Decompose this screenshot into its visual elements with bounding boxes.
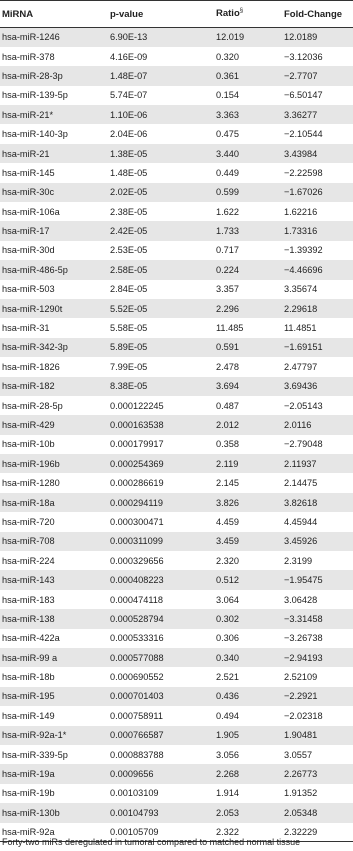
fold-change-cell: −2.02318 — [284, 710, 323, 721]
ratio-cell: 3.440 — [216, 148, 239, 159]
header-row — [0, 1, 353, 28]
mirna-cell: hsa-miR-19b — [2, 788, 55, 799]
fold-change-cell: 3.43984 — [284, 148, 318, 159]
mirna-cell: hsa-miR-10b — [2, 439, 55, 450]
mirna-cell: hsa-miR-503 — [2, 284, 55, 295]
table-row — [0, 66, 353, 85]
fold-change-cell: 2.3199 — [284, 555, 313, 566]
fold-change-cell: 2.05348 — [284, 807, 318, 818]
ratio-cell: 3.459 — [216, 536, 239, 547]
mirna-cell: hsa-miR-224 — [2, 555, 55, 566]
fold-change-cell: 3.82618 — [284, 497, 318, 508]
mirna-cell: hsa-miR-30c — [2, 187, 55, 198]
table-header — [0, 1, 353, 28]
ratio-cell: 0.361 — [216, 70, 239, 81]
table-row — [0, 726, 353, 745]
mirna-cell: hsa-miR-19a — [2, 769, 55, 780]
table-row — [0, 105, 353, 124]
ratio-cell: 0.591 — [216, 342, 239, 353]
fold-change-cell: −2.7707 — [284, 70, 318, 81]
fold-change-cell: −3.26738 — [284, 633, 323, 644]
ratio-cell: 3.826 — [216, 497, 239, 508]
table-row — [0, 706, 353, 725]
table-row — [0, 86, 353, 105]
ratio-cell: 0.320 — [216, 51, 239, 62]
pvalue-cell: 0.000883788 — [110, 749, 164, 760]
table-body — [0, 28, 353, 842]
table-row — [0, 318, 353, 337]
fold-change-cell: −1.67026 — [284, 187, 323, 198]
table-row — [0, 202, 353, 221]
pvalue-cell: 2.04E-06 — [110, 129, 148, 140]
fold-change-cell: 1.91352 — [284, 788, 318, 799]
pvalue-cell: 0.000701403 — [110, 691, 164, 702]
table-row — [0, 512, 353, 531]
fold-change-cell: 3.35674 — [284, 284, 318, 295]
mirna-cell: hsa-miR-139-5p — [2, 90, 68, 101]
pvalue-cell: 2.42E-05 — [110, 226, 148, 237]
mirna-cell: hsa-miR-339-5p — [2, 749, 68, 760]
mirna-cell: hsa-miR-1246 — [2, 32, 60, 43]
fold-change-cell: −1.39392 — [284, 245, 323, 256]
pvalue-cell: 0.000758911 — [110, 710, 163, 721]
pvalue-cell: 0.000179917 — [110, 439, 164, 450]
fold-change-cell: 3.0557 — [284, 749, 313, 760]
table-row — [0, 493, 353, 512]
table-row — [0, 532, 353, 551]
table-row — [0, 338, 353, 357]
mirna-cell: hsa-miR-99 a — [2, 652, 58, 663]
ratio-cell: 1.733 — [216, 226, 239, 237]
pvalue-cell: 0.000286619 — [110, 478, 164, 489]
table-row — [0, 629, 353, 648]
mirna-cell: hsa-miR-378 — [2, 51, 55, 62]
table-row — [0, 551, 353, 570]
mirna-cell: hsa-miR-1280 — [2, 478, 60, 489]
table-row — [0, 221, 353, 240]
table-row — [0, 241, 353, 260]
fold-change-cell: −2.05143 — [284, 400, 323, 411]
mirna-cell: hsa-miR-18b — [2, 672, 55, 683]
pvalue-cell: 5.58E-05 — [110, 323, 148, 334]
mirna-cell: hsa-miR-429 — [2, 420, 55, 430]
table-row — [0, 784, 353, 803]
mirna-cell: hsa-miR-149 — [2, 710, 55, 721]
ratio-cell: 0.487 — [216, 400, 239, 411]
table-row — [0, 183, 353, 202]
ratio-cell: 0.449 — [216, 167, 239, 178]
table-row — [0, 570, 353, 589]
pvalue-cell: 7.99E-05 — [110, 361, 148, 372]
fold-change-cell: 3.69436 — [284, 381, 318, 392]
table-row — [0, 280, 353, 299]
pvalue-cell: 1.10E-06 — [110, 109, 148, 120]
table-row — [0, 454, 353, 473]
ratio-cell: 0.340 — [216, 652, 239, 663]
pvalue-cell: 0.000533316 — [110, 633, 164, 644]
ratio-cell: 1.914 — [216, 788, 239, 799]
pvalue-cell: 0.00103109 — [110, 788, 159, 799]
fold-change-cell: 2.11937 — [284, 458, 317, 469]
ratio-cell: 0.302 — [216, 613, 239, 624]
pvalue-cell: 6.90E-13 — [110, 32, 148, 43]
table-row — [0, 745, 353, 764]
ratio-cell: 0.154 — [216, 90, 239, 101]
pvalue-cell: 5.52E-05 — [110, 303, 148, 314]
ratio-cell: 2.145 — [216, 478, 239, 489]
fold-change-cell: −1.69151 — [284, 342, 323, 353]
fold-change-cell: 3.06428 — [284, 594, 318, 605]
pvalue-cell: 0.00105709 — [108, 823, 214, 842]
ratio-cell: 12.019 — [216, 32, 245, 43]
table-row — [0, 435, 353, 454]
mirna-cell: hsa-miR-486-5p — [2, 264, 68, 275]
mirna-cell: hsa-miR-18a — [2, 497, 55, 508]
fold-change-cell: −2.79048 — [284, 439, 323, 450]
pvalue-cell: 0.000254369 — [110, 458, 164, 469]
ratio-cell: 3.056 — [216, 749, 239, 760]
fold-change-cell: −2.94193 — [284, 652, 323, 663]
mirna-cell: hsa-miR-138 — [2, 613, 55, 624]
pvalue-cell: 0.000311099 — [110, 536, 163, 547]
mirna-cell: hsa-miR-92a — [0, 823, 108, 842]
ratio-cell: 2.012 — [216, 420, 239, 430]
mirna-cell: hsa-miR-28-3p — [2, 70, 63, 81]
ratio-cell: 0.717 — [216, 245, 239, 256]
fold-change-cell: −2.10544 — [284, 129, 323, 140]
fold-change-cell: −2.2921 — [284, 691, 318, 702]
pvalue-cell: 0.000474118 — [110, 594, 163, 605]
pvalue-cell: 0.000329656 — [110, 555, 164, 566]
table-row — [0, 609, 353, 628]
fold-change-cell: 1.73316 — [284, 226, 318, 237]
pvalue-cell: 5.89E-05 — [110, 342, 148, 353]
ratio-cell: 0.358 — [216, 439, 239, 450]
ratio-cell: 3.357 — [216, 284, 239, 295]
table-row — [0, 667, 353, 686]
ratio-cell: 0.599 — [216, 187, 239, 198]
header-ratio-label: Ratio — [216, 8, 240, 20]
table-row — [0, 648, 353, 667]
ratio-cell: 3.064 — [216, 594, 239, 605]
mirna-cell: hsa-miR-145 — [2, 167, 55, 178]
ratio-cell: 1.622 — [216, 206, 239, 217]
fold-change-cell: 2.32229 — [282, 823, 353, 842]
pvalue-cell: 2.53E-05 — [110, 245, 148, 256]
ratio-cell: 0.224 — [216, 264, 239, 275]
mirna-cell: hsa-miR-21 — [2, 148, 50, 159]
ratio-cell: 2.053 — [216, 807, 239, 818]
fold-change-cell: 2.14475 — [284, 478, 318, 489]
pvalue-cell: 2.38E-05 — [110, 206, 148, 217]
pvalue-cell: 0.000577088 — [110, 652, 164, 663]
fold-change-cell: 1.90481 — [284, 730, 318, 741]
pvalue-cell: 0.000528794 — [110, 613, 164, 624]
ratio-cell: 0.494 — [216, 710, 239, 721]
mirna-cell: hsa-miR-92a-1* — [2, 730, 67, 741]
ratio-cell: 3.694 — [216, 381, 239, 392]
mirna-cell: hsa-miR-720 — [2, 516, 55, 527]
pvalue-cell: 5.74E-07 — [110, 90, 148, 101]
mirna-cell: hsa-miR-143 — [2, 575, 55, 586]
ratio-cell: 3.363 — [216, 109, 239, 120]
table-row — [0, 377, 353, 396]
mirna-cell: hsa-miR-17 — [2, 226, 50, 237]
table-footnote: Forty-two miRs deregulated in tumoral compared to matched normal tissue — [2, 837, 301, 847]
header-fold-change: Fold-Change — [282, 1, 353, 28]
mirna-cell: hsa-miR-140-3p — [2, 129, 68, 140]
mirna-cell: hsa-miR-708 — [2, 536, 55, 547]
table-row — [0, 260, 353, 279]
pvalue-cell: 1.38E-05 — [110, 148, 148, 159]
table-row — [0, 28, 353, 47]
mirna-cell: hsa-miR-30d — [2, 245, 55, 256]
header-mirna: MiRNA — [0, 1, 108, 28]
fold-change-cell: −4.46696 — [284, 264, 323, 275]
fold-change-cell: −3.31458 — [284, 613, 323, 624]
fold-change-cell: 11.4851 — [284, 323, 317, 334]
pvalue-cell: 0.000294119 — [110, 497, 163, 508]
mirna-cell: hsa-miR-342-3p — [2, 342, 68, 353]
mirna-cell: hsa-miR-106a — [2, 206, 60, 217]
table-row — [0, 415, 353, 434]
table-row — [0, 299, 353, 318]
pvalue-cell: 0.000122245 — [110, 400, 164, 411]
ratio-cell: 2.296 — [216, 303, 239, 314]
header-pvalue: p-value — [108, 1, 214, 28]
mirna-cell: hsa-miR-130b — [2, 807, 60, 818]
table-row — [0, 803, 353, 822]
fold-change-cell: 4.45944 — [284, 516, 318, 527]
pvalue-cell: 2.02E-05 — [110, 187, 148, 198]
pvalue-cell: 0.000766587 — [110, 730, 164, 741]
pvalue-cell: 0.000408223 — [110, 575, 164, 586]
mirna-cell: hsa-miR-196b — [2, 458, 60, 469]
fold-change-cell: −1.95475 — [284, 575, 323, 586]
table-row — [0, 764, 353, 783]
pvalue-cell: 2.58E-05 — [110, 264, 148, 275]
ratio-cell: 11.485 — [216, 323, 244, 334]
ratio-cell: 0.436 — [216, 691, 239, 702]
pvalue-cell: 1.48E-05 — [110, 167, 148, 178]
fold-change-cell: 3.45926 — [284, 536, 318, 547]
ratio-cell: 0.512 — [216, 575, 239, 586]
fold-change-cell: 2.52109 — [284, 672, 318, 683]
table-row — [0, 687, 353, 706]
pvalue-cell: 0.000690552 — [110, 672, 164, 683]
fold-change-cell: 12.0189 — [284, 32, 318, 43]
ratio-cell: 2.521 — [216, 672, 239, 683]
ratio-cell: 0.475 — [216, 129, 239, 140]
pvalue-cell: 0.00104793 — [110, 807, 159, 818]
ratio-cell: 2.322 — [214, 823, 282, 842]
ratio-cell: 1.905 — [216, 730, 239, 741]
header-ratio — [214, 1, 282, 28]
mirna-cell: hsa-miR-1290t — [2, 303, 63, 314]
fold-change-cell: 3.36277 — [284, 109, 318, 120]
mirna-cell: hsa-miR-1826 — [2, 361, 60, 372]
ratio-cell: 2.268 — [216, 769, 239, 780]
table-row — [0, 473, 353, 492]
mirna-cell: hsa-miR-21* — [2, 109, 54, 120]
fold-change-cell: 2.0116 — [284, 420, 312, 430]
mirna-cell: hsa-miR-195 — [2, 691, 55, 702]
fold-change-cell: 2.47797 — [284, 361, 318, 372]
pvalue-cell: 2.84E-05 — [110, 284, 148, 295]
fold-change-cell: 2.26773 — [284, 769, 318, 780]
mirna-cell: hsa-miR-183 — [2, 594, 55, 605]
table-row — [0, 47, 353, 66]
mirna-cell: hsa-miR-28-5p — [2, 400, 63, 411]
ratio-cell: 0.306 — [216, 633, 239, 644]
fold-change-cell: −6.50147 — [284, 90, 323, 101]
pvalue-cell: 4.16E-09 — [110, 51, 148, 62]
table-row — [0, 590, 353, 609]
table-row — [0, 357, 353, 376]
fold-change-cell: −3.12036 — [284, 51, 323, 62]
fold-change-cell: −2.22598 — [284, 167, 323, 178]
ratio-cell: 2.119 — [216, 458, 239, 469]
ratio-cell: 4.459 — [216, 516, 239, 527]
fold-change-cell: 2.29618 — [284, 303, 318, 314]
ratio-cell: 2.320 — [216, 555, 239, 566]
mirna-cell: hsa-miR-422a — [2, 633, 60, 644]
table-row — [0, 163, 353, 182]
table-row — [0, 396, 353, 415]
pvalue-cell: 0.0009656 — [110, 769, 154, 780]
pvalue-cell: 0.000300471 — [110, 516, 164, 527]
ratio-cell: 2.478 — [216, 361, 239, 372]
pvalue-cell: 8.38E-05 — [110, 381, 148, 392]
fold-change-cell: 1.62216 — [284, 206, 318, 217]
mirna-cell: hsa-miR-182 — [2, 381, 55, 392]
table-row — [0, 144, 353, 163]
pvalue-cell: 1.48E-07 — [110, 70, 148, 81]
pvalue-cell: 0.000163538 — [110, 420, 164, 430]
mirna-cell: hsa-miR-31 — [2, 323, 50, 334]
header-ratio-footnote-mark: § — [239, 8, 244, 15]
table-row — [0, 124, 353, 143]
